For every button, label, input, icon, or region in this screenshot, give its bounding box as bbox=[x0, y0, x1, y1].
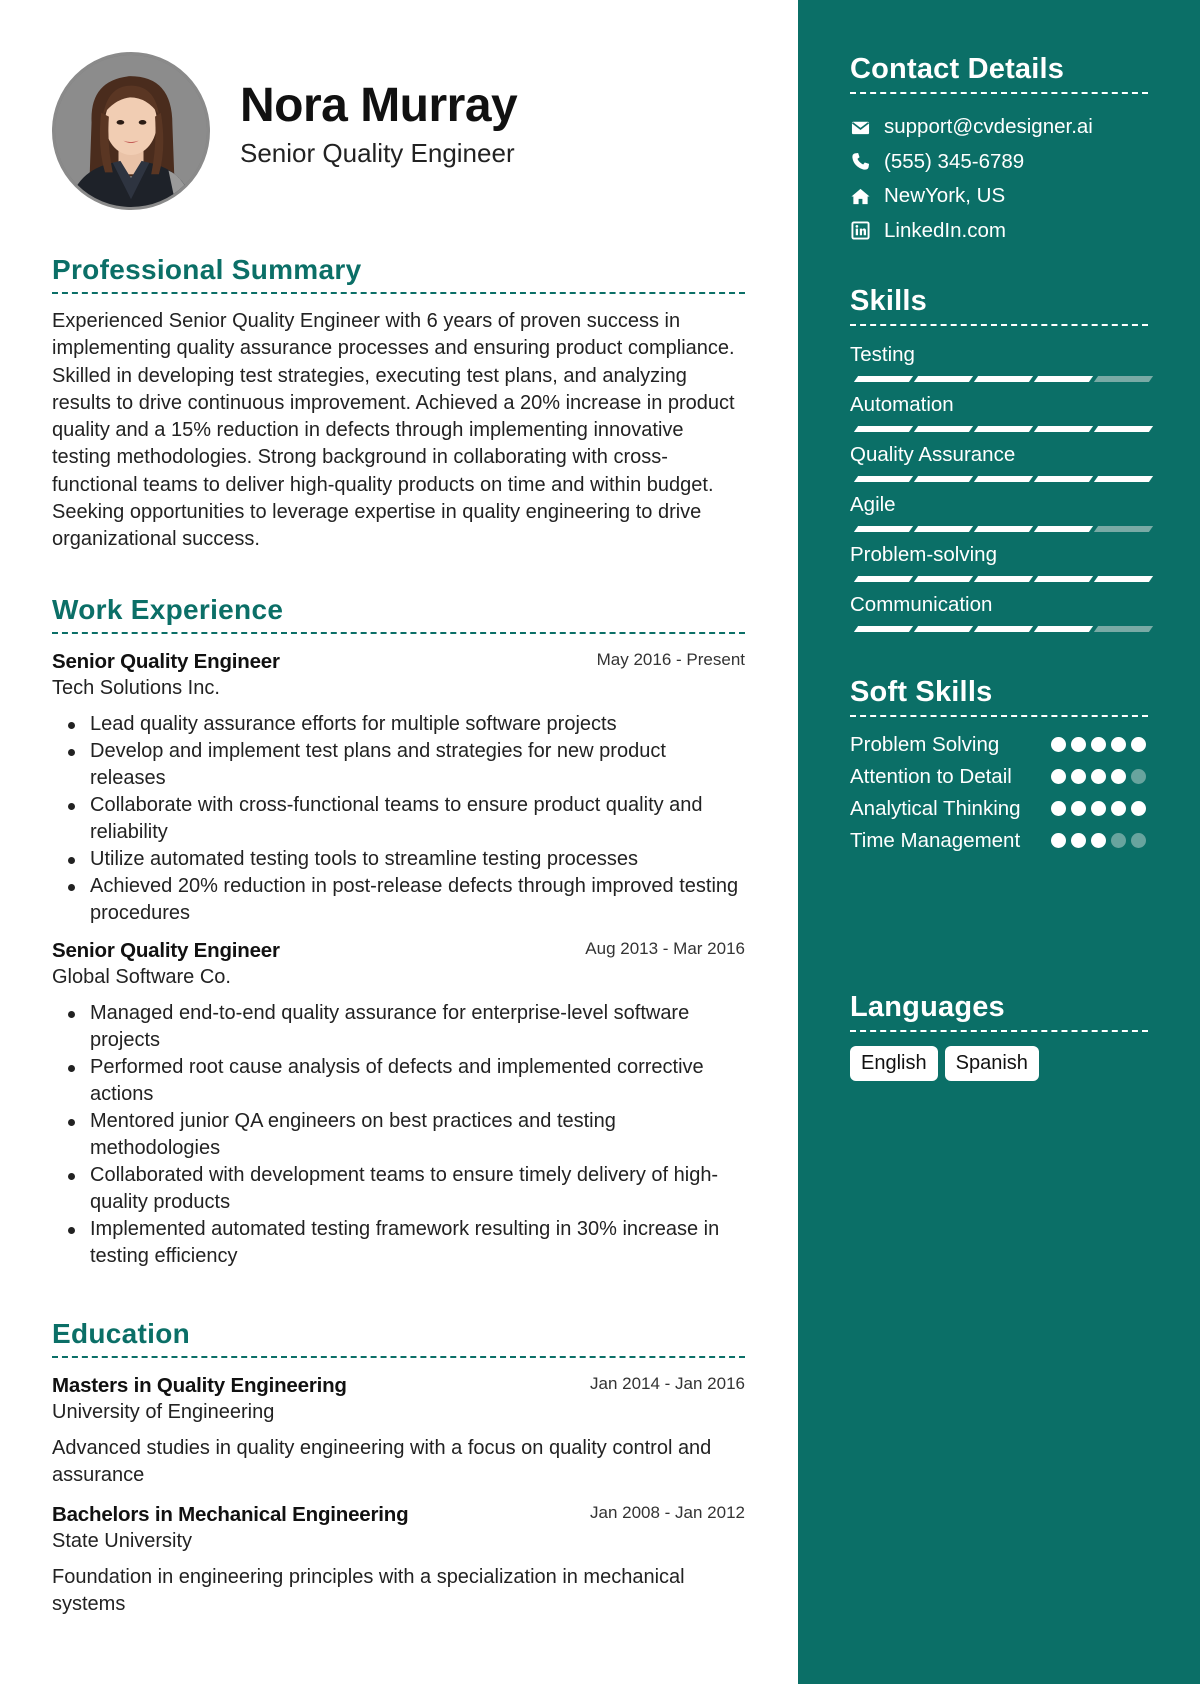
soft-skill-item bbox=[850, 795, 1148, 822]
education-dates: Jan 2014 - Jan 2016 bbox=[589, 1374, 745, 1393]
linkedin-icon bbox=[850, 221, 870, 241]
language-chip: English bbox=[850, 1046, 938, 1081]
sidebar bbox=[798, 0, 1200, 1684]
skill-level-bar bbox=[852, 376, 1148, 384]
education-description: Foundation in engineering principles with a specialization in mechanical systems bbox=[52, 1566, 685, 1615]
skill-level-bar bbox=[852, 526, 1148, 534]
education-entry bbox=[52, 1372, 745, 1489]
skill-level-segment bbox=[1094, 526, 1153, 532]
soft-skill-rating bbox=[1051, 833, 1146, 848]
phone-icon bbox=[850, 152, 870, 172]
soft-skill-name: Analytical Thinking bbox=[850, 797, 1021, 820]
rating-dot bbox=[1131, 769, 1146, 784]
skill-level-segment bbox=[914, 576, 973, 582]
contact-heading: Contact Details bbox=[850, 50, 1148, 94]
job-role: Senior Quality Engineer bbox=[52, 939, 280, 962]
skill-level-segment bbox=[1094, 626, 1153, 632]
skill-level-segment bbox=[1094, 576, 1153, 582]
rating-dot bbox=[1071, 769, 1086, 784]
skill-level-segment bbox=[914, 526, 973, 532]
language-chip: Spanish bbox=[945, 1046, 1039, 1081]
skill-item bbox=[850, 440, 1148, 490]
contact-list bbox=[850, 110, 1148, 248]
skill-name: Problem-solving bbox=[850, 543, 997, 566]
contact-email[interactable] bbox=[850, 110, 1148, 145]
skill-level-segment bbox=[1034, 476, 1093, 482]
soft-skills-list bbox=[850, 731, 1148, 854]
job-bullet: Implemented automated testing framework resulting in 30% increase in testing efficiency bbox=[90, 1216, 745, 1270]
resume-header bbox=[52, 52, 745, 210]
job-entry bbox=[52, 648, 745, 927]
skill-level-bar bbox=[852, 626, 1148, 634]
rating-dot bbox=[1111, 769, 1126, 784]
job-bullet: Achieved 20% reduction in post-release defects through improved testing procedures bbox=[90, 873, 745, 927]
contact-email-text: support@cvdesigner.ai bbox=[884, 115, 1093, 139]
job-header bbox=[52, 648, 745, 675]
rating-dot bbox=[1071, 801, 1086, 816]
rating-dot bbox=[1091, 737, 1106, 752]
job-bullet: Performed root cause analysis of defects and implemented corrective actions bbox=[90, 1054, 745, 1108]
languages-section bbox=[850, 988, 1148, 1081]
rating-dot bbox=[1051, 737, 1066, 752]
skill-name: Testing bbox=[850, 343, 915, 366]
summary-section bbox=[52, 252, 745, 554]
education-degree: Masters in Quality Engineering bbox=[52, 1374, 347, 1397]
soft-skill-name: Attention to Detail bbox=[850, 765, 1012, 788]
home-icon bbox=[850, 186, 870, 206]
job-bullet: Develop and implement test plans and strategies for new product releases bbox=[90, 738, 745, 792]
rating-dot bbox=[1051, 769, 1066, 784]
rating-dot bbox=[1111, 737, 1126, 752]
skill-level-segment bbox=[974, 376, 1033, 382]
rating-dot bbox=[1071, 833, 1086, 848]
summary-text: Experienced Senior Quality Engineer with 6 years of proven success in implementing quality assurance processes and ensuring product compliance. Skilled in developing test strategies, executing test plans, and analyzing results to drive continuous improvement. Achieved a 20% increase in product quality and a 15% reduction in defects through implementing innovative testing methodologies. Strong background in collaborating with cross-functional teams to deliver high-quality products on time and within budget. Seeking opportunities to leverage expertise in quality engineering to drive organizational success. bbox=[52, 310, 735, 551]
rating-dot bbox=[1091, 801, 1106, 816]
skill-level-segment bbox=[854, 526, 913, 532]
education-school: University of Engineering bbox=[52, 1401, 275, 1423]
rating-dot bbox=[1131, 801, 1146, 816]
soft-skills-heading: Soft Skills bbox=[850, 673, 1148, 717]
rating-dot bbox=[1111, 801, 1126, 816]
job-bullet: Managed end-to-end quality assurance for enterprise-level software projects bbox=[90, 1000, 745, 1054]
skill-level-segment bbox=[1034, 426, 1093, 432]
skill-name: Agile bbox=[850, 493, 896, 516]
skill-level-segment bbox=[914, 626, 973, 632]
job-bullet: Collaborated with development teams to ensure timely delivery of high-quality products bbox=[90, 1162, 745, 1216]
job-bullets bbox=[52, 711, 745, 927]
education-section bbox=[52, 1316, 745, 1618]
skill-level-segment bbox=[914, 376, 973, 382]
education-entry bbox=[52, 1501, 745, 1618]
skill-level-segment bbox=[1034, 526, 1093, 532]
skill-name: Quality Assurance bbox=[850, 443, 1016, 466]
skill-level-segment bbox=[1034, 576, 1093, 582]
skill-level-segment bbox=[1094, 476, 1153, 482]
contact-location-text: NewYork, US bbox=[884, 184, 1006, 208]
skill-level-segment bbox=[1094, 376, 1153, 382]
contact-phone-text: (555) 345-6789 bbox=[884, 149, 1025, 173]
avatar bbox=[52, 52, 210, 210]
experience-heading: Work Experience bbox=[52, 592, 745, 634]
candidate-name: Nora Murray bbox=[240, 79, 518, 132]
rating-dot bbox=[1111, 833, 1126, 848]
rating-dot bbox=[1091, 769, 1106, 784]
rating-dot bbox=[1091, 833, 1106, 848]
skill-level-segment bbox=[914, 426, 973, 432]
job-dates: May 2016 - Present bbox=[596, 650, 745, 669]
contact-location bbox=[850, 179, 1148, 214]
skill-level-segment bbox=[914, 476, 973, 482]
education-school: State University bbox=[52, 1530, 193, 1552]
experience-section bbox=[52, 592, 745, 1270]
soft-skill-rating bbox=[1051, 769, 1146, 784]
skill-name: Communication bbox=[850, 593, 993, 616]
summary-heading: Professional Summary bbox=[52, 252, 745, 294]
rating-dot bbox=[1071, 737, 1086, 752]
skill-level-segment bbox=[1034, 626, 1093, 632]
skill-level-bar bbox=[852, 426, 1148, 434]
skill-level-segment bbox=[854, 426, 913, 432]
skill-level-segment bbox=[854, 626, 913, 632]
languages-list bbox=[850, 1046, 1148, 1081]
job-bullet: Collaborate with cross-functional teams to ensure product quality and reliability bbox=[90, 792, 745, 846]
skills-section bbox=[850, 282, 1148, 640]
job-role: Senior Quality Engineer bbox=[52, 650, 280, 673]
skill-level-segment bbox=[854, 576, 913, 582]
education-degree: Bachelors in Mechanical Engineering bbox=[52, 1503, 409, 1526]
job-company: Tech Solutions Inc. bbox=[52, 677, 220, 699]
soft-skill-item bbox=[850, 731, 1148, 758]
skill-item bbox=[850, 490, 1148, 540]
contact-linkedin[interactable] bbox=[850, 214, 1148, 249]
skill-level-segment bbox=[974, 626, 1033, 632]
job-company: Global Software Co. bbox=[52, 966, 231, 988]
skill-level-bar bbox=[852, 476, 1148, 484]
skill-level-bar bbox=[852, 576, 1148, 584]
skill-item bbox=[850, 390, 1148, 440]
contact-section bbox=[850, 50, 1148, 248]
soft-skill-name: Time Management bbox=[850, 829, 1021, 852]
rating-dot bbox=[1131, 737, 1146, 752]
soft-skills-section bbox=[850, 673, 1148, 859]
rating-dot bbox=[1131, 833, 1146, 848]
skills-heading: Skills bbox=[850, 282, 1148, 326]
portrait-image bbox=[55, 55, 207, 207]
education-header bbox=[52, 1372, 745, 1399]
skill-name: Automation bbox=[850, 393, 954, 416]
contact-phone[interactable] bbox=[850, 145, 1148, 180]
job-header bbox=[52, 937, 745, 964]
soft-skill-rating bbox=[1051, 737, 1146, 752]
skill-level-segment bbox=[1034, 376, 1093, 382]
soft-skill-rating bbox=[1051, 801, 1146, 816]
contact-linkedin-text: LinkedIn.com bbox=[884, 218, 1006, 242]
skill-level-segment bbox=[974, 526, 1033, 532]
skill-level-segment bbox=[854, 376, 913, 382]
soft-skill-item bbox=[850, 763, 1148, 790]
education-heading: Education bbox=[52, 1316, 745, 1358]
soft-skill-name: Problem Solving bbox=[850, 733, 1000, 756]
job-bullet: Mentored junior QA engineers on best practices and testing methodologies bbox=[90, 1108, 745, 1162]
skill-level-segment bbox=[974, 476, 1033, 482]
job-bullet: Lead quality assurance efforts for multiple software projects bbox=[90, 711, 745, 738]
candidate-title: Senior Quality Engineer bbox=[240, 138, 515, 168]
skill-level-segment bbox=[974, 576, 1033, 582]
job-dates: Aug 2013 - Mar 2016 bbox=[585, 939, 745, 958]
skill-item bbox=[850, 540, 1148, 590]
rating-dot bbox=[1051, 801, 1066, 816]
envelope-icon bbox=[850, 117, 870, 137]
skills-list bbox=[850, 340, 1148, 640]
education-description: Advanced studies in quality engineering with a focus on quality control and assurance bbox=[52, 1437, 712, 1486]
languages-heading: Languages bbox=[850, 988, 1148, 1032]
skill-level-segment bbox=[974, 426, 1033, 432]
skill-level-segment bbox=[1094, 426, 1153, 432]
job-bullet: Utilize automated testing tools to streamline testing processes bbox=[90, 846, 745, 873]
soft-skill-item bbox=[850, 827, 1148, 854]
rating-dot bbox=[1051, 833, 1066, 848]
education-dates: Jan 2008 - Jan 2012 bbox=[589, 1503, 745, 1522]
job-bullets bbox=[52, 1000, 745, 1270]
skill-level-segment bbox=[854, 476, 913, 482]
job-entry bbox=[52, 937, 745, 1270]
education-header bbox=[52, 1501, 745, 1528]
skill-item bbox=[850, 590, 1148, 640]
skill-item bbox=[850, 340, 1148, 390]
